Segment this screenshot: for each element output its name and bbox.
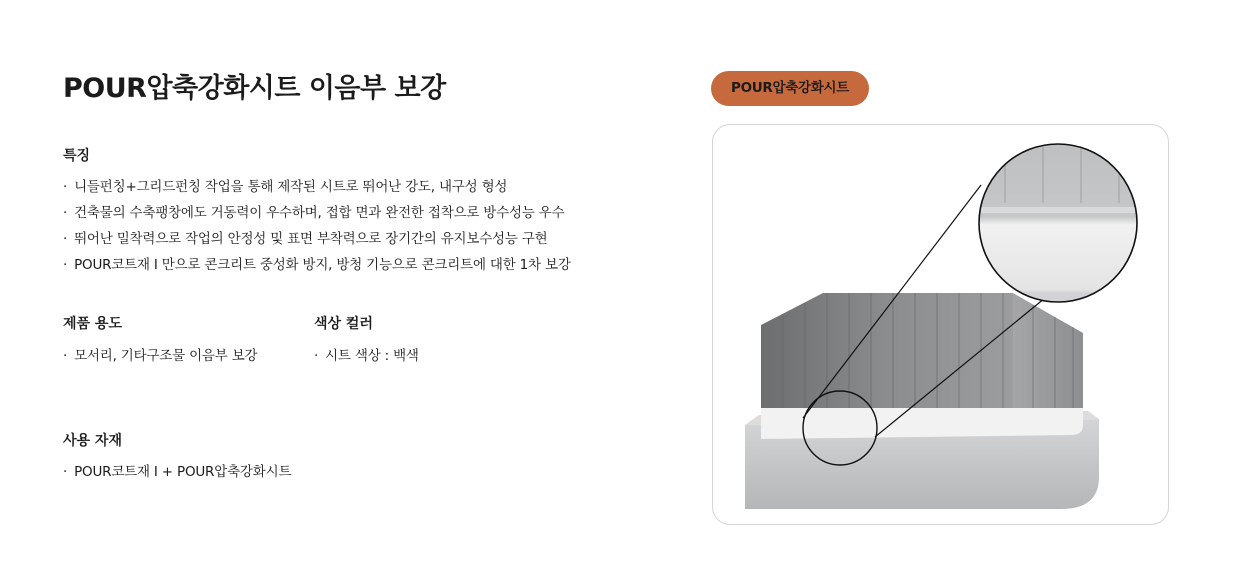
color-list: [314, 343, 419, 369]
list-item: · 건축물의 수축팽창에도 거동력이 우수하며, 접합 면과 완전한 접착으로 방수성능 우수: [63, 200, 571, 226]
materials-label: 사용 자재: [63, 433, 122, 449]
features-label: 특징: [63, 148, 91, 164]
product-badge: POUR압축강화시트: [711, 71, 869, 106]
list-item: · POUR코트재 I 만으로 콘크리트 중성화 방지, 방청 기능으로 콘크리트에 대한 1차 보강: [63, 252, 571, 278]
list-item: · 모서리, 기타구조물 이음부 보강: [63, 343, 257, 369]
list-item: · 니들펀칭+그리드펀칭 작업을 통해 제작된 시트로 뛰어난 강도, 내구성 형성: [63, 174, 571, 200]
features-list: [63, 174, 571, 278]
wall-front: [761, 293, 1013, 415]
color-label: 색상 컬러: [314, 316, 373, 332]
materials-list: [63, 459, 291, 485]
usage-label: 제품 용도: [63, 316, 122, 332]
product-illustration: [712, 124, 1169, 525]
list-item: · 시트 색상 : 백색: [314, 343, 419, 369]
concrete-corner-illustration: [713, 125, 1168, 524]
zoom-view: [973, 140, 1148, 310]
page-title: POUR압축강화시트 이음부 보강: [63, 73, 446, 104]
reinforcement-sheet: [761, 408, 1083, 439]
list-item: · 뛰어난 밀착력으로 작업의 안정성 및 표면 부착력으로 장기간의 유지보수성능 구현: [63, 226, 571, 252]
list-item: · POUR코트재 I + POUR압축강화시트: [63, 459, 291, 485]
usage-list: [63, 343, 257, 369]
